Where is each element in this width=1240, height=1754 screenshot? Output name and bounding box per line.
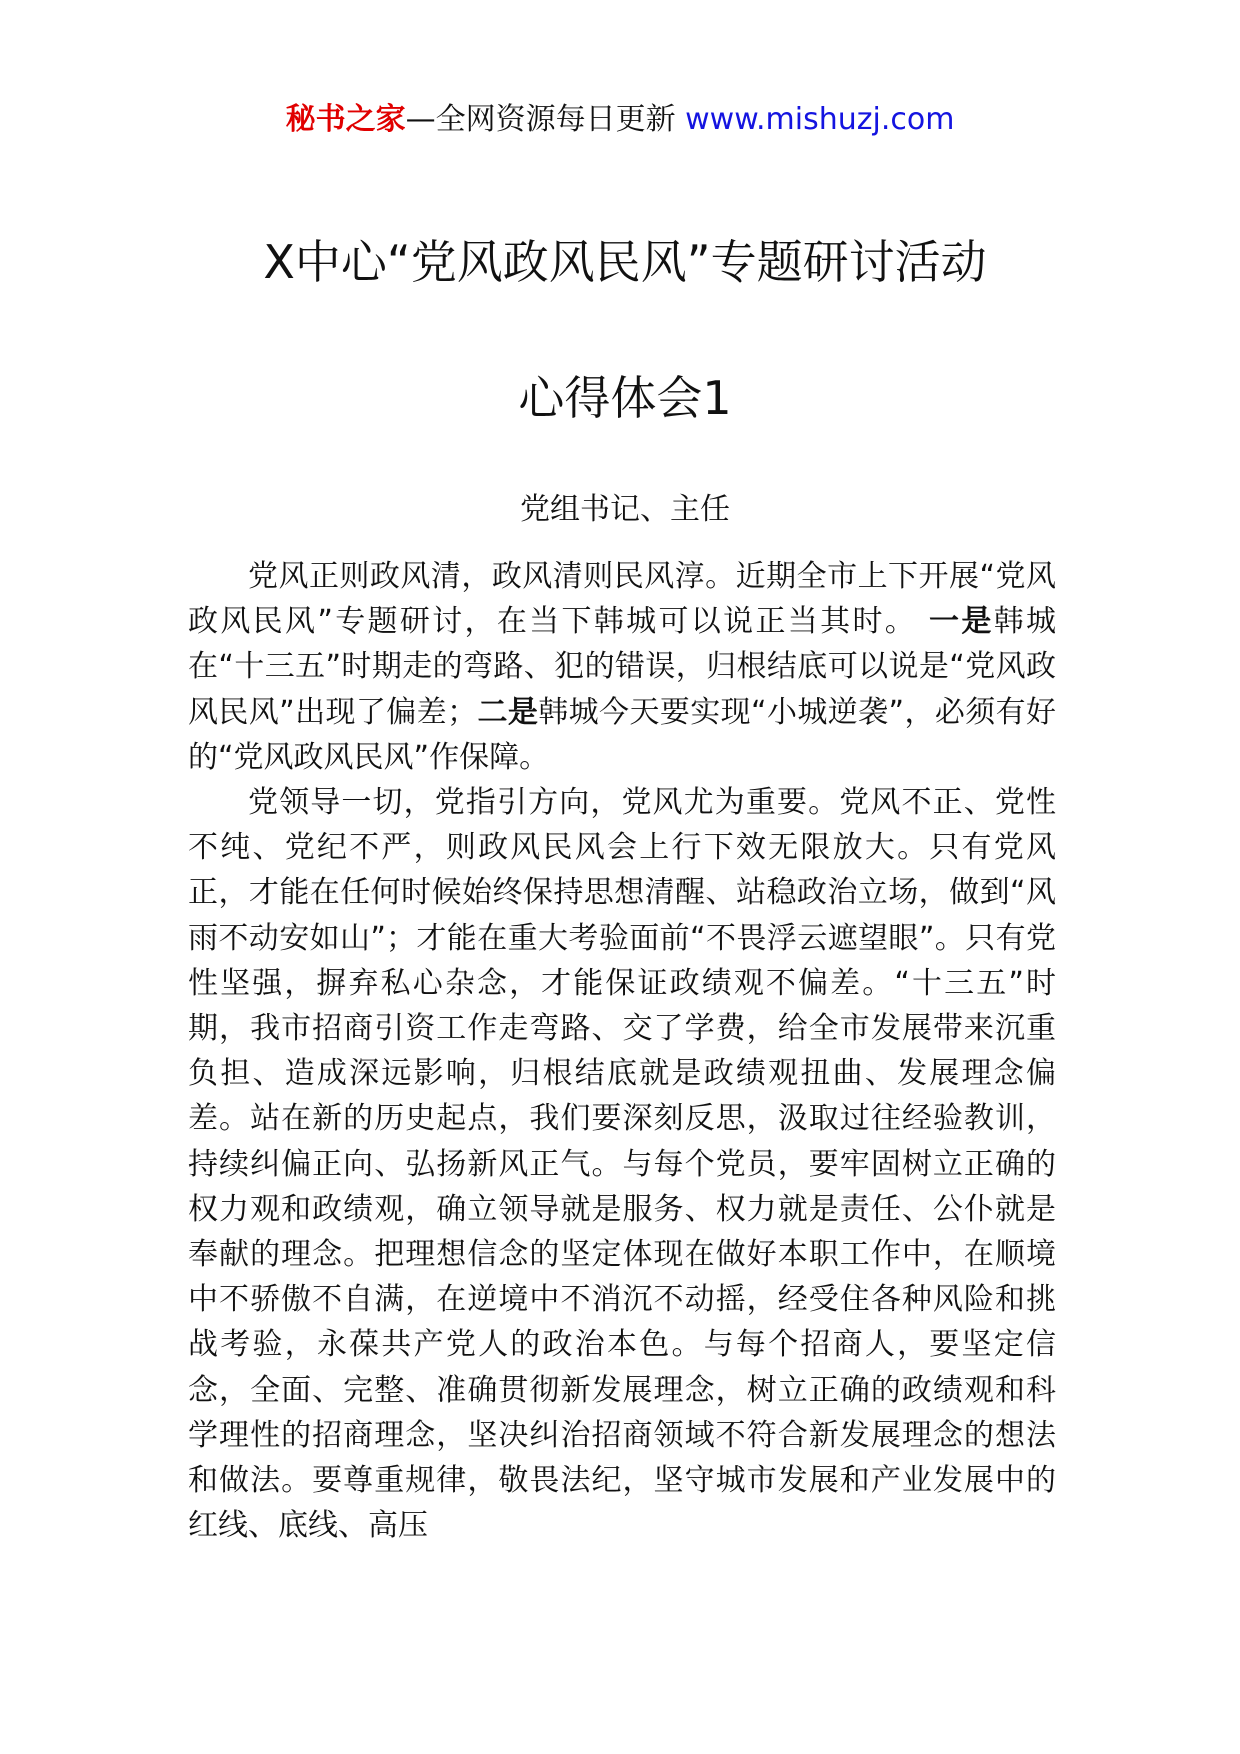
document-body: [188, 554, 1056, 1548]
header-dash: —: [405, 102, 436, 137]
paragraph-1-text-b: 韩城在“十三五”时期走的弯路、犯的错误，归根结底可以说是“党风政风民风”出现了偏差；: [188, 604, 1057, 730]
paragraph-1-bold-2: 二是: [477, 694, 539, 730]
site-brand: 秘书之家: [285, 102, 406, 137]
site-header: [0, 98, 1240, 142]
document-author: 党组书记、主任: [520, 492, 730, 527]
document-title-line2: 心得体会1: [518, 371, 732, 425]
paragraph-1-text-c: 韩城今天要实现“小城逆袭”，必须有好的“党风政风民风”作保障。: [188, 694, 1057, 775]
paragraph-1: [188, 554, 1056, 780]
header-tagline: 全网资源每日更新: [435, 102, 686, 137]
document-title-line1: X中心“党风政风民风”专题研讨活动: [263, 235, 987, 289]
site-url-link[interactable]: www.mishuzj.com: [685, 102, 955, 137]
paragraph-2: 党领导一切，党指引方向，党风尤为重要。党风不正、党性不纯、党纪不严，则政风民风会上行下效无限放大。只有党风正，才能在任何时候始终保持思想清醒、站稳政治立场，做到“风雨不动安如山”；才能在重大考验面前“不畏浮云遮望眼”。只有党性坚强，摒弃私心杂念，才能保证政绩观不偏差。“十三五”时期，我市招商引资工作走弯路、交了学费，给全市发展带来沉重负担、造成深远影响，归根结底就是政绩观扭曲、发展理念偏差。站在新的历史起点，我们要深刻反思，汲取过往经验教训，持续纠偏正向、弘扬新风正气。与每个党员，要牢固树立正确的权力观和政绩观，确立领导就是服务、权力就是责任、公仆就是奉献的理念。把理想信念的坚定体现在做好本职工作中，在顺境中不骄傲不自满，在逆境中不消沉不动摇，经受住各种风险和挑战考验，永葆共产党人的政治本色。与每个招商人，要坚定信念，全面、完整、准确贯彻新发展理念，树立正确的政绩观和科学理性的招商理念，坚决纠治招商领域不符合新发展理念的想法和做法。要尊重规律，敬畏法纪，坚守城市发展和产业发展中的红线、底线、高压: [188, 785, 1056, 1544]
paragraph-1-text-a: 党风正则政风清，政风清则民风淳。近期全市上下开展“党风政风民风”专题研讨，在当下韩城可以说正当其时。: [188, 559, 1056, 640]
paragraph-1-bold-1: 一是: [929, 604, 994, 640]
